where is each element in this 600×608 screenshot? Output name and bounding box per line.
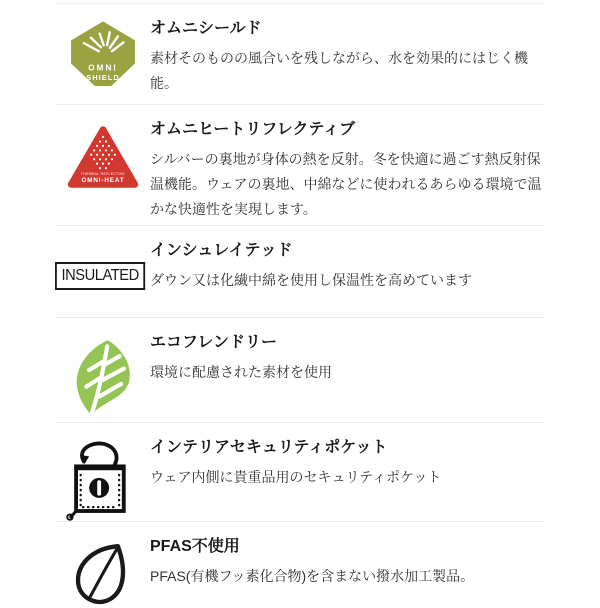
feature-description: 素材そのものの風合いを残しながら、水を効果的にはじく機能。: [150, 50, 528, 91]
feature-description: ウェア内側に貴重品用のセキュリティポケット: [150, 469, 442, 485]
feature-row-insulated: [55, 225, 543, 317]
omni-heat-badge-svg: [66, 125, 140, 189]
eco-leaf-icon: [55, 330, 150, 418]
feature-row-eco-friendly: [55, 317, 543, 422]
feature-title: エコフレンドリー: [150, 334, 277, 351]
outline-leaf-icon: [55, 534, 150, 608]
svg-text:OMNI: OMNI: [87, 63, 118, 73]
feature-row-security-pocket: [55, 422, 543, 521]
feature-text-pfas-free: [150, 534, 542, 589]
feature-title: オムニヒートリフレクティブ: [150, 121, 356, 138]
feature-description: シルバーの裏地が身体の熱を反射。冬を快適に過ごす熱反射保温機能。ウェアの裏地、中綿などに使われるあらゆる環境で温かな快適性を実現します。: [150, 151, 542, 217]
feature-title: オムニシールド: [150, 20, 262, 37]
insulated-badge-label: INSULATED: [55, 262, 145, 290]
svg-text:OMNI-HEAT: OMNI-HEAT: [80, 177, 125, 185]
outline-leaf-svg: [72, 542, 134, 608]
feature-description: ダウン又は化繊中綿を使用し保温性を高めています: [150, 272, 472, 288]
omni-shield-badge-svg: [69, 20, 137, 88]
feature-title: PFAS不使用: [150, 538, 240, 555]
feature-text-omni-shield: [150, 16, 542, 96]
feature-row-omni-heat: [55, 104, 543, 225]
feature-row-omni-shield: [55, 3, 543, 104]
security-pocket-lock-svg: [64, 441, 142, 521]
feature-description: 環境に配慮された素材を使用: [150, 364, 332, 380]
eco-leaf-svg: [68, 338, 138, 418]
insulated-badge-icon: [55, 238, 150, 290]
feature-row-pfas-free: [55, 521, 543, 608]
feature-text-security-pocket: [150, 435, 542, 490]
feature-text-omni-heat: [150, 117, 542, 222]
feature-title: インシュレイテッド: [150, 242, 293, 259]
omni-heat-badge-icon: [55, 117, 150, 189]
feature-title: インテリアセキュリティポケット: [150, 439, 388, 456]
svg-text:THERMAL REFLECTIVE: THERMAL REFLECTIVE: [80, 171, 125, 176]
feature-text-insulated: [150, 238, 542, 293]
feature-description: PFAS(有機フッ素化合物)を含まない撥水加工製品。: [150, 568, 475, 584]
svg-text:SHIELD: SHIELD: [85, 72, 120, 82]
feature-text-eco-friendly: [150, 330, 542, 385]
security-pocket-lock-icon: [55, 435, 150, 521]
omni-shield-badge-icon: [55, 16, 150, 88]
